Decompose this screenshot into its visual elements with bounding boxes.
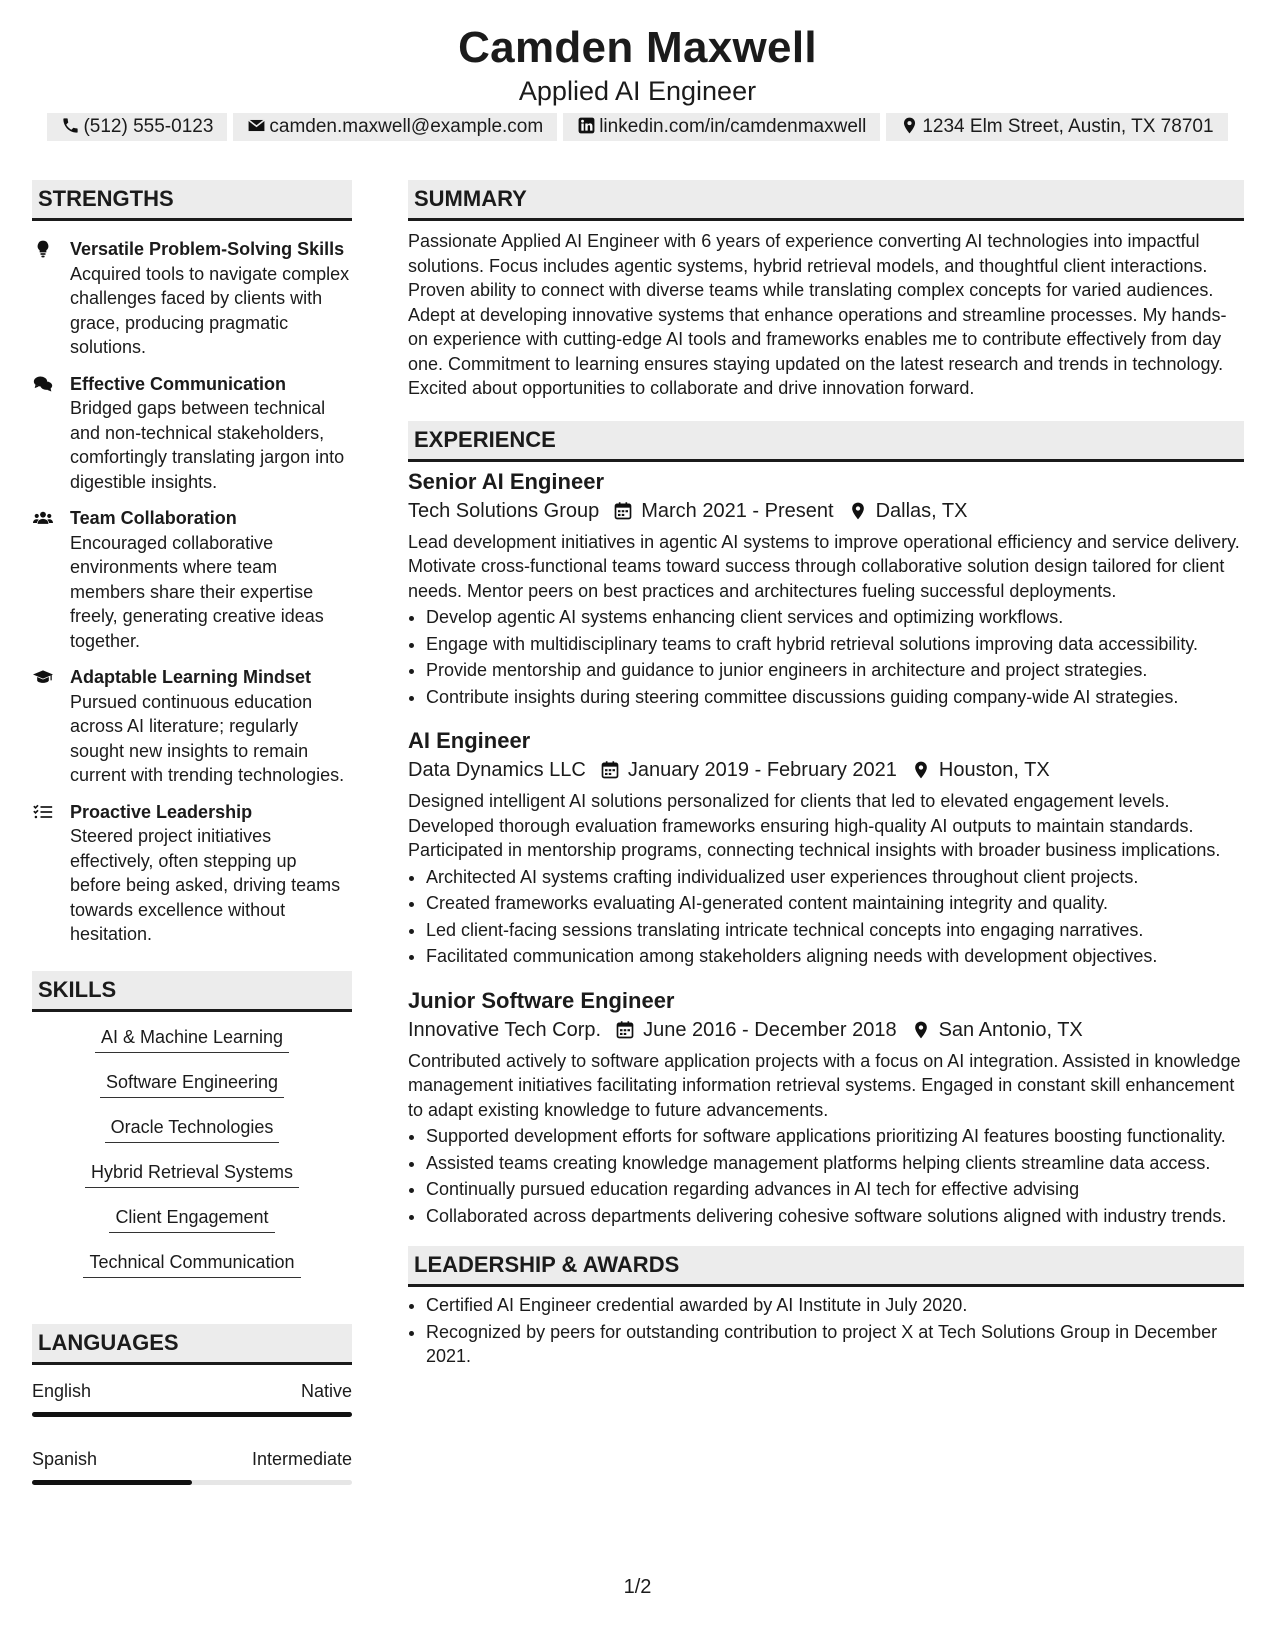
job-entry xyxy=(408,987,1244,1229)
skill-tag: Software Engineering xyxy=(100,1071,284,1098)
job-description: Lead development initiatives in agentic AI systems to improve operational efficiency and service delivery. Motivate cross-functional teams toward success through collaborative solution design tailored for client needs. Mentor peers on best practices and architectures fueling successful deployments. xyxy=(408,531,1240,601)
map-pin-icon xyxy=(848,501,868,521)
languages-heading: LANGUAGES xyxy=(32,1324,352,1365)
job-entry xyxy=(408,727,1244,969)
strength-title: Effective Communication xyxy=(70,373,287,394)
candidate-name: Camden Maxwell xyxy=(458,23,817,72)
job-dates: June 2016 - December 2018 xyxy=(643,1018,897,1041)
language-name: English xyxy=(32,1380,92,1401)
strengths-heading: STRENGTHS xyxy=(32,180,352,221)
strength-text: Acquired tools to navigate complex challenges faced by clients with grace, producing pragmatic solutions. xyxy=(70,263,350,357)
skill-tag: Client Engagement xyxy=(109,1206,274,1233)
candidate-role: Applied AI Engineer xyxy=(518,76,757,106)
job-bullets xyxy=(408,1124,1244,1228)
left-column xyxy=(32,180,352,1515)
languages-list xyxy=(32,1379,352,1485)
strength-text: Encouraged collaborative environments where team members share their expertise freely, generating creative ideas together. xyxy=(70,532,324,651)
skill-tag: AI & Machine Learning xyxy=(95,1026,289,1053)
lightbulb-icon xyxy=(32,239,54,259)
job-dates: January 2019 - February 2021 xyxy=(627,759,897,781)
language-proficiency-fill xyxy=(32,1480,192,1485)
strength-title: Team Collaboration xyxy=(70,508,237,528)
calendar-icon xyxy=(613,501,633,521)
job-company: Innovative Tech Corp. xyxy=(408,1018,602,1041)
job-company: Tech Solutions Group xyxy=(408,499,600,522)
linkedin-text: linkedin.com/in/camdenmaxwell xyxy=(599,116,867,137)
job-bullet: • Contribute insights during steering committee discussions guiding company-wide AI strategies. xyxy=(426,685,1244,710)
comments-icon xyxy=(32,374,54,394)
experience-heading: EXPERIENCE xyxy=(408,421,1244,462)
resume-header xyxy=(0,20,1275,108)
language-proficiency-fill xyxy=(32,1412,352,1417)
language-name: Spanish xyxy=(32,1448,98,1469)
language-level: Intermediate xyxy=(251,1448,352,1469)
strength-item xyxy=(32,237,352,360)
map-pin-icon xyxy=(900,116,919,135)
job-meta xyxy=(408,1015,1244,1045)
skills-list xyxy=(32,1026,352,1278)
calendar-icon xyxy=(600,760,620,780)
job-bullet: • Created frameworks evaluating AI-generated content maintaining integrity and quality. xyxy=(426,891,1244,916)
map-pin-icon xyxy=(911,760,931,780)
skill-tag: Oracle Technologies xyxy=(105,1116,280,1143)
strength-item xyxy=(32,372,352,495)
language-proficiency-bar xyxy=(32,1480,352,1485)
strength-item xyxy=(32,800,352,947)
checklist-icon xyxy=(32,802,54,822)
graduation-cap-icon xyxy=(32,667,54,687)
strength-title: Adaptable Learning Mindset xyxy=(70,667,312,687)
strength-title: Proactive Leadership xyxy=(70,801,253,822)
job-entry xyxy=(408,468,1244,710)
job-description: Contributed actively to software application projects with a focus on AI integration. Assisted in knowledge management initiatives facilitating information retrieval systems. Engaged in constant skill enhancement to adapt existing knowledge to future advancements. xyxy=(408,1050,1241,1120)
right-column xyxy=(408,180,1244,1369)
job-location: Houston, TX xyxy=(938,759,1050,781)
address-text: 1234 Elm Street, Austin, TX 78701 xyxy=(922,116,1214,137)
job-bullet: • Architected AI systems crafting individualized user experiences throughout client projects. xyxy=(426,865,1244,890)
phone-icon xyxy=(61,116,80,135)
linkedin-chip[interactable] xyxy=(563,113,880,141)
job-dates: March 2021 - Present xyxy=(641,499,834,522)
job-bullet: • Develop agentic AI systems enhancing client services and optimizing workflows. xyxy=(426,605,1244,630)
envelope-icon xyxy=(247,116,266,135)
language-row xyxy=(32,1379,352,1403)
awards-list xyxy=(408,1293,1244,1369)
strength-title: Versatile Problem-Solving Skills xyxy=(70,239,345,259)
award-item: • Certified AI Engineer credential awarded by AI Institute in July 2020. xyxy=(426,1293,1244,1318)
job-meta xyxy=(408,496,1244,526)
linkedin-icon xyxy=(577,116,596,135)
phone-text: (512) 555-0123 xyxy=(83,116,214,137)
job-bullet: • Provide mentorship and guidance to junior engineers in architecture and project strategies. xyxy=(426,658,1244,683)
summary-heading: SUMMARY xyxy=(408,180,1244,221)
job-bullets xyxy=(408,865,1244,969)
skill-tag: Hybrid Retrieval Systems xyxy=(85,1161,299,1188)
job-bullet: • Collaborated across departments delivering cohesive software solutions aligned with industry trends. xyxy=(426,1204,1244,1229)
language-row xyxy=(32,1447,352,1471)
address-chip xyxy=(886,113,1227,141)
job-bullets xyxy=(408,605,1244,709)
email-chip[interactable] xyxy=(233,113,557,141)
skills-heading: SKILLS xyxy=(32,971,352,1012)
page-number: 1/2 xyxy=(623,1576,652,1598)
map-pin-icon xyxy=(911,1020,931,1040)
job-description: Designed intelligent AI solutions personalized for clients that led to elevated engagement levels. Developed thorough evaluation frameworks ensuring high-quality AI outputs to maintain standards. Participated in mentorship programs, connecting technical insights with broader business implications. xyxy=(408,791,1221,860)
phone-chip[interactable] xyxy=(47,113,227,141)
calendar-icon xyxy=(615,1020,635,1040)
award-item: • Recognized by peers for outstanding contribution to project X at Tech Solutions Group in December 2021. xyxy=(426,1320,1244,1369)
job-company: Data Dynamics LLC xyxy=(408,759,586,781)
job-bullet: • Led client-facing sessions translating intricate technical concepts into engaging narratives. xyxy=(426,918,1244,943)
awards-heading: LEADERSHIP & AWARDS xyxy=(408,1246,1244,1287)
skill-tag: Technical Communication xyxy=(83,1251,300,1278)
job-bullet: • Continually pursued education regarding advances in AI tech for effective advising xyxy=(426,1177,1244,1202)
job-title: Senior AI Engineer xyxy=(408,468,605,494)
strength-text: Bridged gaps between technical and non-technical stakeholders, comfortingly translating jargon into digestible insights. xyxy=(70,398,345,492)
language-level: Native xyxy=(300,1380,352,1401)
job-bullet: • Assisted teams creating knowledge management platforms helping clients streamline data access. xyxy=(426,1151,1244,1176)
contact-bar xyxy=(0,113,1275,141)
strength-text: Pursued continuous education across AI literature; regularly sought new insights to remain current with trending technologies. xyxy=(70,691,345,785)
language-proficiency-bar xyxy=(32,1412,352,1417)
users-icon xyxy=(32,508,54,528)
job-title: AI Engineer xyxy=(408,728,531,753)
job-bullet: • Supported development efforts for software applications prioritizing AI features boosting functionality. xyxy=(426,1124,1244,1149)
summary-text: Passionate Applied AI Engineer with 6 years of experience converting AI technologies into impactful solutions. Focus includes agentic systems, hybrid retrieval models, and thoughtful client interactions. Proven ability to connect with diverse teams while translating complex concepts for varied audiences. Adept at developing innovative systems that enhance operations and streamline processes. My hands-on experience with cutting-edge AI tools and frameworks enables me to contribute effectively from day one. Commitment to learning ensures staying updated on the latest research and trends in technology. Excited about opportunities to collaborate and drive innovation forward. xyxy=(408,231,1227,398)
job-meta xyxy=(408,755,1244,785)
strength-text: Steered project initiatives effectively, often stepping up before being asked, driving teams towards excellence without hesitation. xyxy=(70,826,341,944)
job-location: San Antonio, TX xyxy=(938,1018,1083,1041)
job-bullet: • Facilitated communication among stakeholders aligning needs with development objectives. xyxy=(426,944,1244,969)
job-title: Junior Software Engineer xyxy=(408,987,675,1013)
job-bullet: • Engage with multidisciplinary teams to craft hybrid retrieval solutions improving data accessibility. xyxy=(426,632,1244,657)
email-text: camden.maxwell@example.com xyxy=(269,116,544,137)
job-location: Dallas, TX xyxy=(875,499,968,522)
strength-item xyxy=(32,506,352,653)
strength-item xyxy=(32,665,352,788)
